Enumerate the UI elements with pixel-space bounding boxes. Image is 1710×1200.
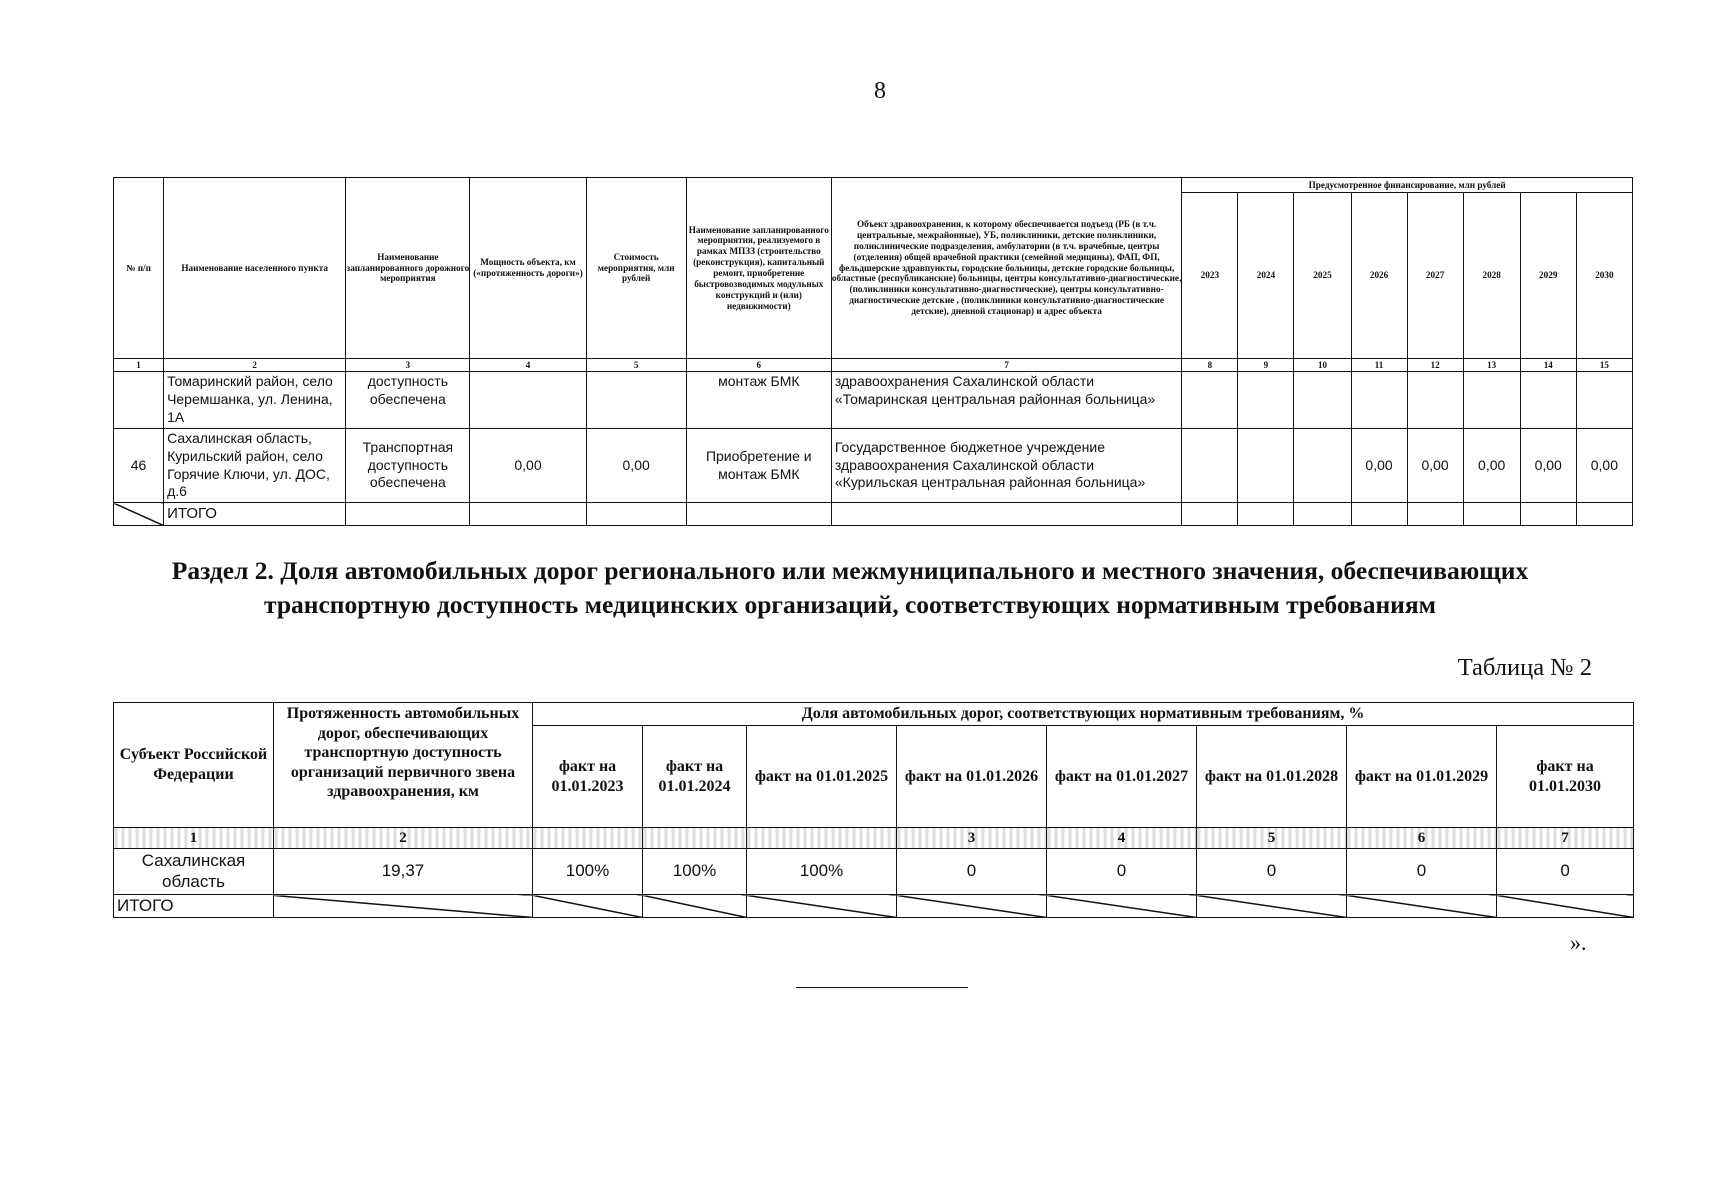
header-length: Протяженность автомобильных дорог, обеспечивающих транспортную доступность организаций первичного звена здравоохранения, км: [274, 703, 533, 828]
row-share-value: 0: [1497, 849, 1634, 895]
row-capacity: 0,00: [470, 428, 586, 503]
header-year: 2024: [1238, 193, 1294, 359]
header-capacity: Мощность объекта, км («протяженность дороги»): [470, 178, 586, 359]
page-number: 8: [874, 78, 886, 104]
row-settlement: Томаринский район, село Черемшанка, ул. Ленина, 1А: [164, 372, 346, 429]
column-number: 6: [686, 359, 831, 372]
table-row: [114, 428, 1633, 503]
empty-cell: [1407, 503, 1463, 525]
header-fact: факт на 01.01.2028: [1197, 726, 1347, 828]
column-number: 7: [1497, 828, 1634, 849]
diagonal-cell: [897, 895, 1047, 918]
empty-cell: [1351, 503, 1407, 525]
header-subject: Субъект Российской Федерации: [114, 703, 274, 828]
column-number: 12: [1407, 359, 1463, 372]
column-number: 4: [470, 359, 586, 372]
closing-rule: [796, 987, 968, 988]
row-share-value: 0: [897, 849, 1047, 895]
column-number: [747, 828, 897, 849]
row-year-value: 0,00: [1576, 428, 1632, 503]
header-fact: факт на 01.01.2027: [1047, 726, 1197, 828]
diagonal-cell: [1497, 895, 1634, 918]
column-number: 3: [346, 359, 470, 372]
row-road-event: доступность обеспечена: [346, 372, 470, 429]
header-year: 2029: [1520, 193, 1576, 359]
financing-table: [113, 177, 1633, 526]
column-number: 1: [114, 828, 274, 849]
column-number: 5: [1197, 828, 1347, 849]
column-number: 5: [586, 359, 686, 372]
table-row: [114, 849, 1634, 895]
header-year: 2028: [1463, 193, 1520, 359]
diagonal-cell: [533, 895, 643, 918]
column-number: 9: [1238, 359, 1294, 372]
column-number: 4: [1047, 828, 1197, 849]
header-year: 2027: [1407, 193, 1463, 359]
header-road-event: Наименование запланированного дорожного мероприятия: [346, 178, 470, 359]
row-mpzz-event: монтаж БМК: [686, 372, 831, 429]
header-num: № п/п: [114, 178, 164, 359]
column-number: 2: [274, 828, 533, 849]
table-row: [114, 372, 1633, 429]
header-mpzz-event: Наименование запланированного мероприятия, реализуемого в рамках МПЗЗ (строительство (реконструкция), капитальный ремонт, приобретение быстровозводимых модульных конструкций и (или) недвижимости): [686, 178, 831, 359]
row-road-event: Транспортная доступность обеспечена: [346, 428, 470, 503]
column-number: 11: [1351, 359, 1407, 372]
diagonal-cell: [643, 895, 747, 918]
row-year-value: [1576, 372, 1632, 429]
column-number: 2: [164, 359, 346, 372]
empty-cell: [1238, 503, 1294, 525]
header-fact: факт на 01.01.2030: [1497, 726, 1634, 828]
header-financing: Предусмотренное финансирование, млн рублей: [1182, 178, 1633, 193]
empty-cell: [1576, 503, 1632, 525]
empty-cell: [686, 503, 831, 525]
row-year-value: 0,00: [1351, 428, 1407, 503]
header-year: 2025: [1294, 193, 1351, 359]
row-year-value: [1351, 372, 1407, 429]
column-number: 6: [1347, 828, 1497, 849]
row-facility: Государственное бюджетное учреждение здравоохранения Сахалинской области «Курильская центральная районная больница»: [831, 428, 1181, 503]
column-number: 15: [1576, 359, 1632, 372]
total-label: ИТОГО: [114, 895, 274, 918]
empty-cell: [586, 503, 686, 525]
total-row: [114, 503, 1633, 525]
row-year-value: [1294, 428, 1351, 503]
column-number: 10: [1294, 359, 1351, 372]
header-year: 2030: [1576, 193, 1632, 359]
header-fact: факт на 01.01.2023: [533, 726, 643, 828]
empty-cell: [470, 503, 586, 525]
column-number: 13: [1463, 359, 1520, 372]
empty-cell: [1520, 503, 1576, 525]
total-label: ИТОГО: [164, 503, 346, 525]
row-mpzz-event: Приобретение и монтаж БМК: [686, 428, 831, 503]
row-facility: здравоохранения Сахалинской области «Томаринская центральная районная больница»: [831, 372, 1181, 429]
header-year: 2026: [1351, 193, 1407, 359]
row-year-value: [1294, 372, 1351, 429]
header-fact: факт на 01.01.2026: [897, 726, 1047, 828]
header-share: Доля автомобильных дорог, соответствующих нормативным требованиям, %: [533, 703, 1634, 726]
column-number: [643, 828, 747, 849]
row-share-value: 0: [1047, 849, 1197, 895]
empty-cell: [1294, 503, 1351, 525]
row-year-value: [1407, 372, 1463, 429]
row-cost: 0,00: [586, 428, 686, 503]
header-fact: факт на 01.01.2029: [1347, 726, 1497, 828]
column-number: 14: [1520, 359, 1576, 372]
header-fact: факт на 01.01.2025: [747, 726, 897, 828]
row-share-value: 0: [1347, 849, 1497, 895]
closing-quote: ».: [1570, 930, 1587, 955]
header-cost: Стоимость мероприятия, млн рублей: [586, 178, 686, 359]
row-year-value: [1520, 372, 1576, 429]
section-title: Раздел 2. Доля автомобильных дорог регионального или межмуниципального и местного значения, обеспечивающих транспортную доступность медицинских организаций, соответствующих нормативным требованиям: [171, 556, 1529, 619]
row-share-value: 100%: [533, 849, 643, 895]
row-share-value: 100%: [747, 849, 897, 895]
row-year-value: 0,00: [1520, 428, 1576, 503]
header-year: 2023: [1182, 193, 1238, 359]
empty-cell: [1463, 503, 1520, 525]
row-year-value: [1182, 428, 1238, 503]
column-number: 3: [897, 828, 1047, 849]
diagonal-cell: [1347, 895, 1497, 918]
diagonal-cell: [747, 895, 897, 918]
column-number: 7: [831, 359, 1181, 372]
diagonal-cell: [1047, 895, 1197, 918]
column-number: [533, 828, 643, 849]
row-num: [114, 372, 164, 429]
diagonal-cell: [1197, 895, 1347, 918]
row-share-value: 0: [1197, 849, 1347, 895]
total-row: [114, 895, 1634, 918]
header-fact: факт на 01.01.2024: [643, 726, 747, 828]
row-capacity: [470, 372, 586, 429]
empty-cell: [1182, 503, 1238, 525]
column-number: 8: [1182, 359, 1238, 372]
row-year-value: [1463, 372, 1520, 429]
diagonal-cell: [114, 503, 164, 525]
header-settlement: Наименование населенного пункта: [164, 178, 346, 359]
row-year-value: 0,00: [1463, 428, 1520, 503]
row-length: 19,37: [274, 849, 533, 895]
row-year-value: [1182, 372, 1238, 429]
row-year-value: [1238, 372, 1294, 429]
row-settlement: Сахалинская область, Курильский район, село Горячие Ключи, ул. ДОС, д.6: [164, 428, 346, 503]
row-year-value: 0,00: [1407, 428, 1463, 503]
diagonal-cell: [274, 895, 533, 918]
row-num: 46: [114, 428, 164, 503]
empty-cell: [831, 503, 1181, 525]
column-number: 1: [114, 359, 164, 372]
table-label: Таблица № 2: [1457, 654, 1592, 681]
header-facility: Объект здравоохранения, к которому обеспечивается подъезд (РБ (в т.ч. центральные, межрайонные), УБ, поликлиники, детские поликлиники, поликлинические подразделения, амбулатории (в т.ч. врачебные, центры (отделения) общей врачебной практики (семейной медицины), ФАП, ФП, фельдшерские здравпункты, городские больницы, детские городские больницы, областные (республиканские) больницы, центры консультативно-диагностические, (поликлиники консультативно-диагностические), центры консультативно-диагностические детские , (поликлиники консультативно-диагностические детские), дневной стационар) и адрес объекта: [831, 178, 1181, 359]
empty-cell: [346, 503, 470, 525]
row-subject: Сахалинская область: [114, 849, 274, 895]
row-share-value: 100%: [643, 849, 747, 895]
row-cost: [586, 372, 686, 429]
row-year-value: [1238, 428, 1294, 503]
roads-share-table: [113, 702, 1634, 918]
